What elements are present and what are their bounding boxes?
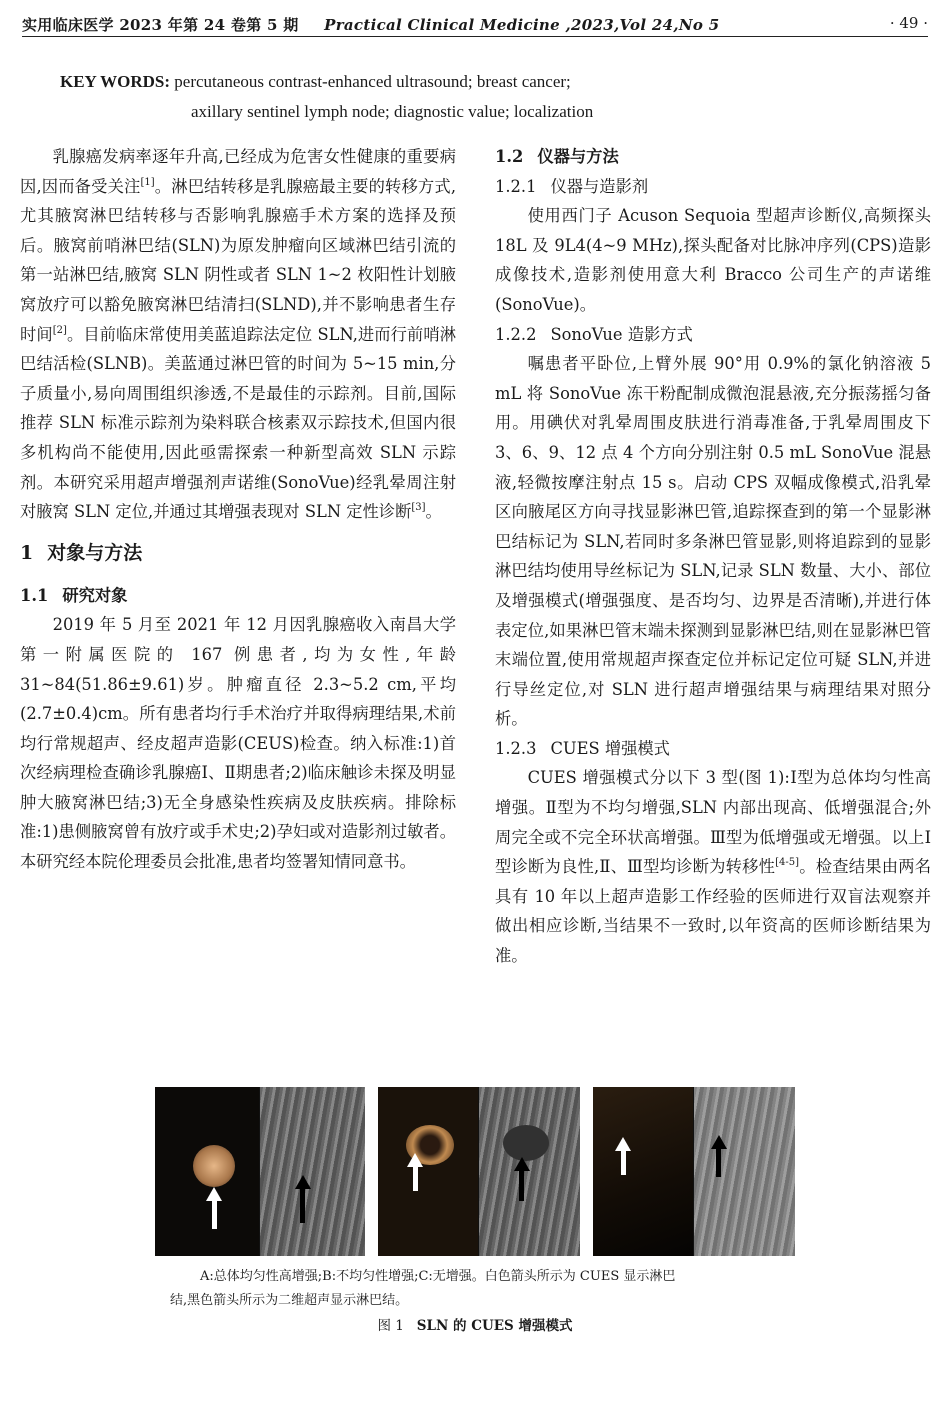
keywords-line1: percutaneous contrast-enhanced ultrasound; breast cancer;	[174, 72, 571, 91]
white-arrow-icon	[621, 1149, 626, 1175]
section-heading-1	[20, 537, 456, 569]
subsection-title: CUES 增强模式	[550, 738, 670, 758]
ref-4-5: [4-5]	[775, 857, 799, 869]
ceus-image-a	[155, 1087, 259, 1256]
subsection-number: 1.1	[20, 585, 49, 605]
enhanced-lymph-node-a	[193, 1145, 235, 1187]
white-arrow-head-icon	[206, 1187, 222, 1201]
figure-title	[0, 1314, 950, 1334]
ref-3: [3]	[411, 502, 426, 514]
keywords-line2: axillary sentinel lymph node; diagnostic value; localization	[191, 102, 594, 121]
black-arrow-icon	[300, 1187, 305, 1223]
page-number: · 49 ·	[889, 14, 928, 32]
section-number: 1	[20, 541, 34, 564]
paragraph-1-2-3	[495, 763, 931, 970]
white-arrow-head-icon	[615, 1137, 631, 1151]
keywords-label: KEY WORDS:	[60, 72, 171, 91]
journal-cn: 实用临床医学 2023 年第 24 卷第 5 期	[22, 16, 299, 34]
left-column	[20, 142, 456, 877]
figure-panel-c	[593, 1087, 795, 1256]
white-arrow-icon	[212, 1199, 217, 1229]
figure-caption	[170, 1265, 790, 1313]
figure-title-prefix: 图 1	[377, 1318, 404, 1334]
right-column	[495, 142, 931, 971]
ref-1: [1]	[140, 176, 155, 188]
paragraph-1-2-1: 使用西门子 Acuson Sequoia 型超声诊断仪,高频探头 18L 及 9L4(4~9 MHz),探头配备对比脉冲序列(CPS)造影成像技术,造影剂使用意大利 Bracco 公司生产的声诺维(SonoVue)。	[495, 206, 931, 314]
subsection-heading-1-2-1	[495, 172, 931, 202]
bmode-image-b	[479, 1087, 580, 1256]
lymph-node-b	[503, 1125, 549, 1161]
subsection-heading-1-2-2	[495, 320, 931, 350]
subsection-heading-1-1	[20, 581, 456, 611]
ceus-image-c	[593, 1087, 693, 1256]
subsection-number: 1.2.1	[495, 176, 537, 196]
subsection-title: 研究对象	[62, 585, 128, 605]
figure-1-images	[155, 1087, 795, 1256]
intro-paragraph	[20, 142, 456, 527]
subsection-number: 1.2.2	[495, 324, 537, 344]
paragraph-1-1: 2019 年 5 月至 2021 年 12 月因乳腺癌收入南昌大学第一附属医院的 167 例患者,均为女性,年龄 31~84(51.86±9.61)岁。肿瘤直径 2.3~5.2 cm,平均(2.7±0.4)cm。所有患者均行手术治疗并取得病理结果,术前均行常规超声、经皮超声造影(CEUS)检查。纳入标准:1)首次经病理检查确诊乳腺癌Ⅰ、Ⅱ期患者;2)临床触诊未探及明显肿大腋窝淋巴结;3)无全身感染性疾病及皮肤疾病。排除标准:1)患侧腋窝曾有放疗或手术史;2)孕妇或对造影剂过敏者。本研究经本院伦理委员会批准,患者均签署知情同意书。	[20, 615, 456, 872]
keywords-block	[60, 67, 920, 127]
white-arrow-head-icon	[407, 1153, 423, 1167]
black-arrow-head-icon	[514, 1157, 530, 1171]
running-header	[22, 10, 928, 37]
subsection-number: 1.2	[495, 147, 524, 166]
figure-caption-line2: 结,黑色箭头所示为二维超声显示淋巴结。	[170, 1293, 409, 1308]
paragraph-1-2-3-text-a: CUES 增强模式分以下 3 型(图 1):Ⅰ型为总体均匀性高增强。Ⅱ型为不均匀增强,SLN 内部出现高、低增强混合;外周完全或不完全环状高增强。Ⅲ型为低增强或无增强。以上Ⅰ型诊断为良性,Ⅱ、Ⅲ型均诊断为转移性	[495, 768, 931, 877]
black-arrow-icon	[519, 1169, 524, 1201]
figure-caption-line1: A:总体均匀性高增强;B:不均匀性增强;C:无增强。白色箭头所示为 CUES 显示淋巴	[200, 1269, 676, 1284]
bmode-image-c	[694, 1087, 795, 1256]
black-arrow-icon	[716, 1147, 721, 1177]
subsection-heading-1-2	[495, 142, 931, 172]
journal-en: Practical Clinical Medicine ,2023,Vol 24,No 5	[324, 16, 720, 34]
paragraph-1-2-2: 嘱患者平卧位,上臂外展 90°用 0.9%的氯化钠溶液 5 mL 将 SonoVue 冻干粉配制成微泡混悬液,充分振荡摇匀备用。用碘伏对乳晕周围皮肤进行消毒准备,于乳晕周围皮下 3、6、9、12 点 4 个方向分别注射 0.5 mL SonoVue 混悬液,轻微按摩注射点 15 s。启动 CPS 双幅成像模式,沿乳晕区向腋尾区方向寻找显影淋巴管,追踪探查到的第一个显影淋巴结标记为 SLN,若同时多条淋巴管显影,则将追踪到的显影淋巴结均使用导丝标记为 SLN,记录 SLN 数量、大小、部位及增强模式(增强强度、是否均匀、边界是否清晰),并进行体表定位,如果淋巴管末端未探测到显影淋巴结,则在显影淋巴管末端位置,使用常规超声探查定位并标记定位可疑 SLN,并进行导丝定位,对 SLN 进行超声增强结果与病理结果对照分析。	[495, 354, 931, 729]
intro-text-b: 。淋巴结转移是乳腺癌最主要的转移方式,尤其腋窝淋巴结转移与否影响乳腺癌手术方案的选择及预后。腋窝前哨淋巴结(SLN)为原发肿瘤向区域淋巴结引流的第一站淋巴结,腋窝 SLN 阴性或者 SLN 1~2 枚阳性计划腋窝放疗可以豁免腋窝淋巴结清扫(SLND),并不影响患者生存时间	[20, 176, 456, 344]
section-title: 对象与方法	[47, 541, 143, 564]
intro-text-c: 。目前临床常使用美蓝追踪法定位 SLN,进而行前哨淋巴结活检(SLNB)。美蓝通过淋巴管的时间为 5~15 min,分子质量小,易向周围组织渗透,不是最佳的示踪剂。目前,国际推荐 SLN 标准示踪剂为染料联合核素双示踪技术,但国内很多机构尚不能使用,因此亟需探索一种新型高效 SLN 示踪剂。本研究采用超声增强剂声诺维(SonoVue)经乳晕周注射对腋窝 SLN 定位,并通过其增强表现对 SLN 定性诊断	[20, 324, 456, 522]
figure-panel-a	[155, 1087, 365, 1256]
white-arrow-icon	[413, 1165, 418, 1191]
figure-panel-b	[378, 1087, 580, 1256]
subsection-heading-1-2-3	[495, 734, 931, 764]
ref-2: [2]	[52, 324, 67, 336]
paragraph-1-2-3-text-b: 。检查结果由两名具有 10 年以上超声造影工作经验的医师进行双盲法观察并做出相应诊断,当结果不一致时,以年资高的医师诊断结果为准。	[495, 857, 931, 966]
journal-info	[22, 14, 719, 35]
bmode-image-a	[260, 1087, 365, 1256]
subsection-title: SonoVue 造影方式	[550, 324, 693, 344]
intro-text-a: 乳腺癌发病率逐年升高,已经成为危害女性健康的重要病因,因而备受关注	[20, 147, 456, 196]
figure-title-text: SLN 的 CUES 增强模式	[416, 1318, 573, 1334]
intro-text-d: 。	[425, 502, 442, 522]
black-arrow-head-icon	[711, 1135, 727, 1149]
subsection-title: 仪器与方法	[537, 147, 619, 166]
ceus-image-b	[378, 1087, 478, 1256]
subsection-number: 1.2.3	[495, 738, 537, 758]
black-arrow-head-icon	[295, 1175, 311, 1189]
subsection-title: 仪器与造影剂	[550, 176, 649, 196]
